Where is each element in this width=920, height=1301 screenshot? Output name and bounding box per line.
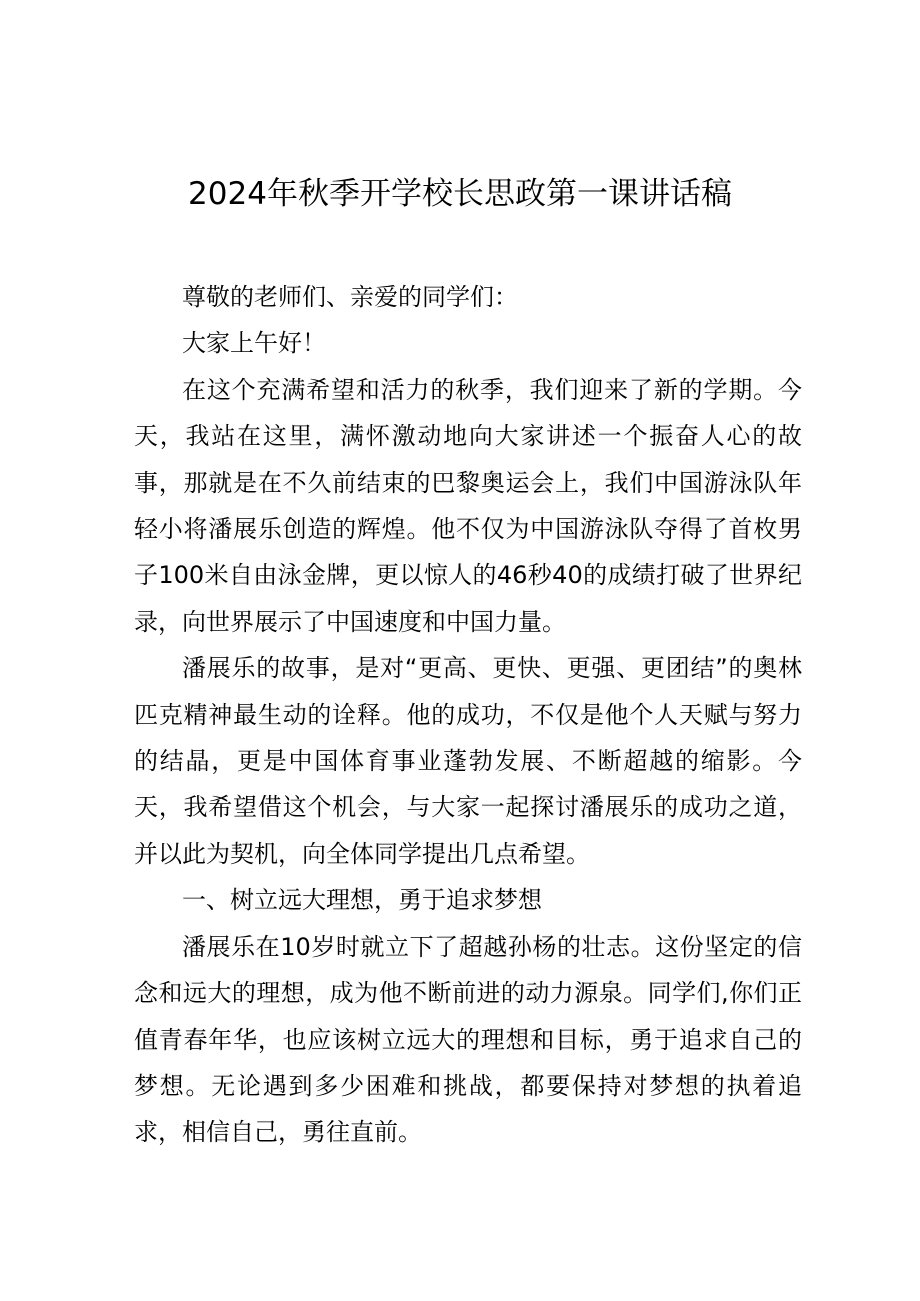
- paragraph-intro: 在这个充满希望和活力的秋季，我们迎来了新的学期。今天，我站在这里，满怀激动地向大家讲述一个振奋人心的故事，那就是在不久前结束的巴黎奥运会上，我们中国游泳队年轻小将潘展乐创造的辉煌。他不仅为中国游泳队夺得了首枚男子100米自由泳金牌，更以惊人的46秒40的成绩打破了世界纪录，向世界展示了中国速度和中国力量。: [134, 375, 802, 636]
- salutation: 尊敬的老师们、亲爱的同学们：: [182, 283, 518, 311]
- document-title: 2024年秋季开学校长思政第一课讲话稿: [188, 176, 732, 212]
- document-body: [134, 274, 802, 1156]
- paragraph-olympic-spirit: 潘展乐的故事，是对“更高、更快、更强、更团结”的奥林匹克精神最生动的诠释。他的成功，不仅是他个人天赋与努力的结晶，更是中国体育事业蓬勃发展、不断超越的缩影。今天，我希望借这个机会，与大家一起探讨潘展乐的成功之道，并以此为契机，向全体同学提出几点希望。: [134, 654, 802, 868]
- paragraph-ideals: 潘展乐在10岁时就立下了超越孙杨的壮志。这份坚定的信念和远大的理想，成为他不断前进的动力源泉。同学们,你们正值青春年华，也应该树立远大的理想和目标，勇于追求自己的梦想。无论遇到多少困难和挑战，都要保持对梦想的执着追求，相信自己，勇往直前。: [134, 932, 802, 1147]
- section-heading-1: 一、树立远大理想，勇于追求梦想: [182, 886, 542, 915]
- greeting: 大家上午好！: [182, 329, 326, 358]
